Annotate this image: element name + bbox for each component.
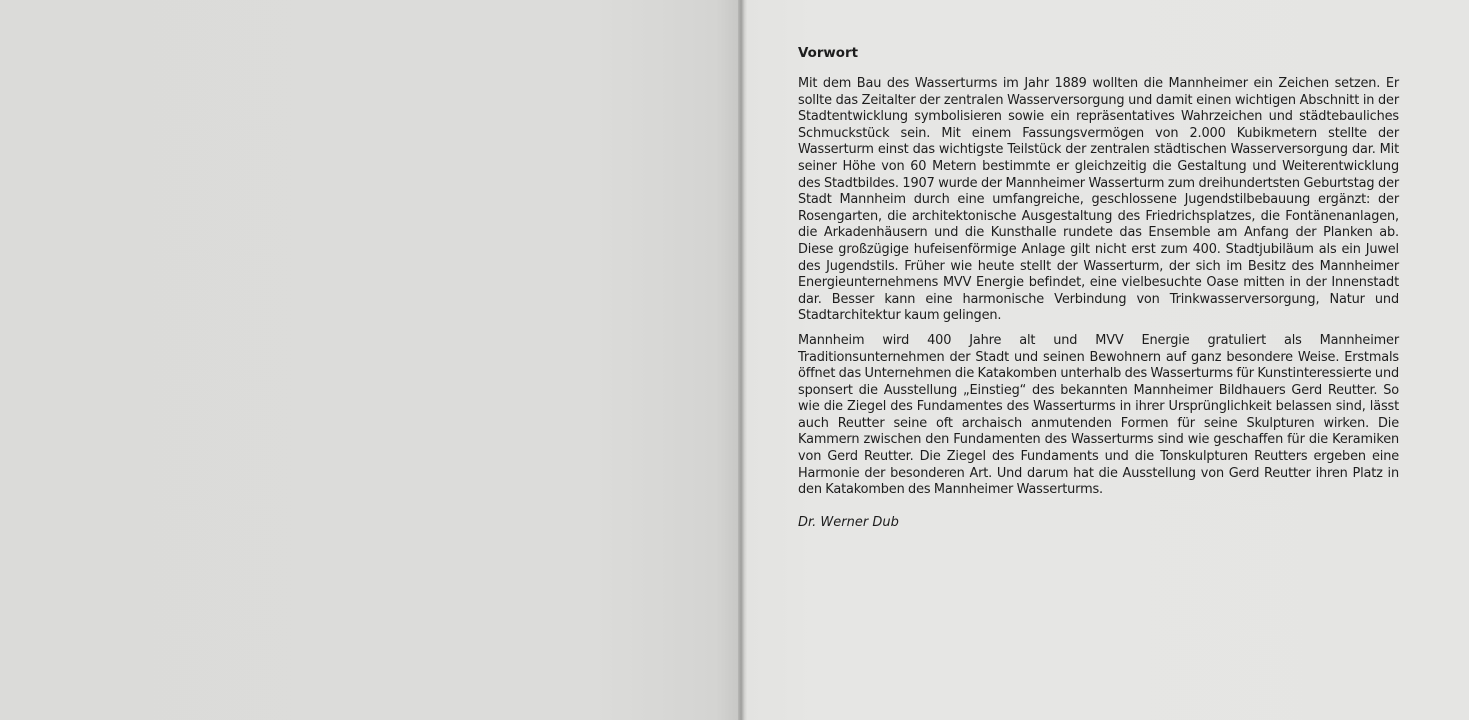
foreword-text-block — [798, 44, 1399, 531]
foreword-paragraph-2: Mannheim wird 400 Jahre alt und MVV Energie gratuliert als Mannheimer Traditionsunternehmen der Stadt und seinen Bewohnern auf ganz besondere Weise. Erstmals öffnet das Unternehmen die Katakomben unterhalb des Wasserturms für Kunstinteressierte und sponsert die Ausstellung „Einstieg“ des bekannten Mannheimer Bildhauers Gerd Reutter. So wie die Ziegel des Fundamentes des Wasserturms in ihrer Ursprünglichkeit belassen sind, lässt auch Reutter seine oft archaisch anmutenden Formen für seine Skulpturen wirken. Die Kammern zwischen den Fundamenten des Wasserturms sind wie geschaffen für die Keramiken von Gerd Reutter. Die Ziegel des Fundaments und die Tonskulpturen Reutters ergeben eine Harmonie der besonderen Art. Und darum hat die Ausstellung von Gerd Reutter ihren Platz in den Katakomben des Mannheimer Wasserturms. — [798, 332, 1399, 498]
foreword-heading: Vorwort — [798, 46, 859, 61]
foreword-paragraph-1: Mit dem Bau des Wasserturms im Jahr 1889 wollten die Mannheimer ein Zeichen setzen. Er sollte das Zeitalter der zentralen Wasserversorgung und damit einen wichtigen Abschnitt in der Stadtentwicklung symbolisieren sowie ein repräsentatives Wahrzeichen und städtebauliches Schmuckstück sein. Mit einem Fassungsvermögen von 2.000 Kubikmetern stellte der Wasserturm einst das wichtigste Teilstück der zentralen städtischen Wasserversorgung dar. Mit seiner Höhe von 60 Metern bestimmte er gleichzeitig die Gestaltung und Weiterentwicklung des Stadtbildes. 1907 wurde der Mannheimer Wasserturm zum dreihundertsten Geburtstag der Stadt Mannheim durch eine umfangreiche, geschlossene Jugendstilbebauung ergänzt: der Rosengarten, die architektonische Ausgestaltung des Friedrichsplatzes, die Fontänenanlagen, die Arkadenhäusern und die Kunsthalle rundete das Ensemble am Anfang der Planken ab. Diese großzügige hufeisenförmige Anlage gilt nicht erst zum 400. Stadtjubiläum als ein Juwel des Jugendstils. Früher wie heute stellt der Wasserturm, der sich im Besitz des Mannheimer Energieunternehmens MVV Energie befindet, eine vielbesuchte Oase mitten in der Innenstadt dar. Besser kann eine harmonische Verbindung von Trinkwasserversorgung, Natur und Stadtarchitektur kaum gelingen. — [798, 76, 1399, 324]
book-gutter — [738, 0, 747, 720]
author-signature: Dr. Werner Dub — [798, 514, 899, 530]
right-page — [747, 0, 1469, 720]
